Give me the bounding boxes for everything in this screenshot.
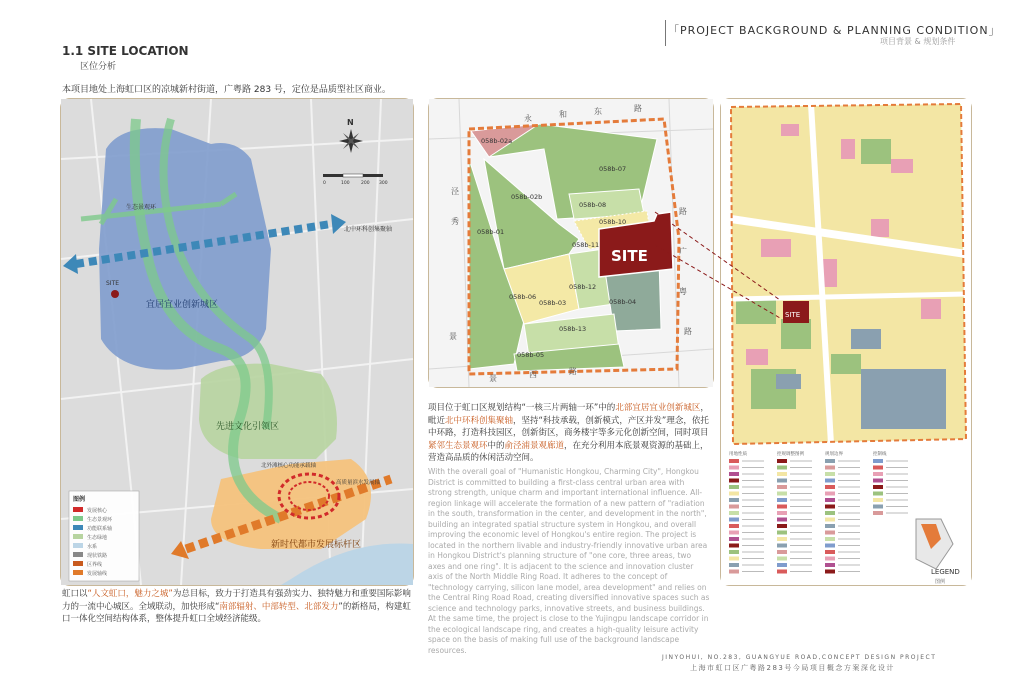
landuse-legend-group: 控制线	[873, 452, 887, 457]
parcel-label: 058b-01	[477, 228, 505, 236]
landuse-legend-text	[790, 519, 812, 520]
landuse-legend-text	[790, 480, 812, 481]
landuse-legend-text	[742, 526, 764, 527]
road-label: 广	[679, 247, 687, 256]
district-text: 为总目标，致力于打造具有强劲实力、独特魅力和重要国际影响力的一流中心城区。全域联动，加快形成“	[62, 589, 411, 612]
landuse-legend-text	[838, 519, 860, 520]
landuse-swatch	[825, 511, 835, 515]
header-title: 「PROJECT BACKGROUND & PLANNING CONDITION」	[668, 24, 1001, 37]
landuse-legend-text	[886, 493, 908, 494]
landuse-swatch	[777, 557, 787, 561]
scale-0: 0	[323, 181, 326, 186]
road-label: 路	[679, 207, 687, 216]
landuse-legend-text	[838, 487, 860, 488]
north-label: N	[347, 118, 354, 127]
landuse-legend-text	[742, 545, 764, 546]
landuse-legend-text	[838, 545, 860, 546]
landuse-swatch	[729, 550, 739, 554]
landuse-swatch	[729, 492, 739, 496]
legend-swatch	[73, 552, 83, 557]
site-marker	[111, 290, 119, 298]
footer-en: JINYOHUI, NO.283, GUANGYUE ROAD,CONCEPT DESIGN PROJECT	[662, 654, 937, 661]
landuse-swatch	[825, 537, 835, 541]
legend-item-label: 现状铁路	[87, 553, 108, 559]
landuse-legend-text	[838, 467, 860, 468]
legend-swatch	[73, 561, 83, 566]
north-axis-label: 北中环科创集聚轴	[344, 226, 393, 233]
landuse-swatch	[777, 505, 787, 509]
landuse-legend-text	[886, 513, 908, 514]
parcel-label: 058b-08	[579, 201, 607, 209]
landuse-legend-text	[886, 467, 908, 468]
landuse-swatch	[777, 524, 787, 528]
district-map	[61, 99, 413, 585]
culture-zone-label: 先进文化引领区	[216, 422, 280, 432]
landuse-legend-text	[838, 493, 860, 494]
landuse-legend-text	[742, 493, 764, 494]
desc-text: ，在充分利用本底景观资源的基础上，营造高品质的休闲活动空间。	[428, 440, 709, 463]
landuse-legend-text	[838, 571, 860, 572]
site-label: SITE	[106, 280, 120, 287]
road-label: 秀	[451, 217, 459, 226]
landuse-legend-text	[838, 461, 860, 462]
road-label: 和	[559, 110, 567, 119]
district-map-panel	[60, 98, 414, 586]
landuse-swatch	[777, 544, 787, 548]
landuse-legend-text	[742, 487, 764, 488]
parcel-label: 058b-10	[599, 218, 627, 226]
landuse-swatch	[729, 511, 739, 515]
landuse-legend-text	[742, 565, 764, 566]
zoom-connector	[640, 100, 810, 380]
landuse-swatch	[873, 505, 883, 509]
landuse-swatch	[777, 485, 787, 489]
legend-swatch	[73, 516, 83, 521]
section-title: 1.1 SITE LOCATION	[62, 44, 189, 58]
district-text: 虹口以	[62, 589, 88, 599]
landuse-legend-text	[742, 558, 764, 559]
landuse-legend-text	[742, 506, 764, 507]
legend-title: LEGEND	[931, 568, 960, 576]
scale-300: 300	[379, 181, 388, 186]
landuse-legend-text	[790, 526, 812, 527]
landuse-swatch	[825, 570, 835, 574]
project-description-zh	[428, 402, 710, 465]
landuse-swatch	[825, 518, 835, 522]
road-label: 永	[524, 114, 532, 123]
parcel-label: 058b-12	[569, 283, 597, 291]
landuse-swatch	[777, 479, 787, 483]
landuse-swatch	[825, 531, 835, 535]
legend-swatch	[73, 507, 83, 512]
landuse-swatch	[825, 544, 835, 548]
landuse-legend-text	[838, 565, 860, 566]
landuse-swatch	[825, 479, 835, 483]
landuse-legend-text	[790, 565, 812, 566]
landuse-swatch	[873, 498, 883, 502]
landuse-swatch	[873, 492, 883, 496]
landuse-legend-text	[742, 467, 764, 468]
road-label: 景	[449, 332, 457, 341]
parcel-label: 058b-11	[572, 241, 600, 249]
road-label: 路	[569, 367, 577, 376]
legend-item-label: 发展轴线	[87, 571, 108, 577]
landuse-swatch	[873, 459, 883, 463]
landuse-swatch	[777, 459, 787, 463]
eco-ring-label: 生态景观环	[126, 204, 157, 211]
legend-item-label: 生态绿地	[87, 535, 108, 541]
road-label: 东	[594, 107, 602, 116]
desc-highlight: 俞泾浦景观廊道	[504, 440, 565, 451]
dev-axis-label: 高质量滨水发展轴	[336, 480, 381, 486]
landuse-legend-text	[838, 474, 860, 475]
footer-zh: 上海市虹口区广粤路283号今局项目概念方案深化设计	[690, 664, 895, 672]
parcel-label: 058b-05	[517, 351, 545, 359]
landuse-legend-text	[790, 545, 812, 546]
district-text: ”的新格局，构建虹口一体化空间结构体系，整体提升虹口全域经济能级。	[62, 601, 411, 624]
landuse-swatch	[825, 466, 835, 470]
landuse-swatch	[825, 557, 835, 561]
parcel-label: 058b-02a	[481, 137, 513, 145]
landuse-swatch	[777, 492, 787, 496]
landuse-legend-text	[790, 571, 812, 572]
landuse-swatch	[777, 570, 787, 574]
landuse-swatch	[729, 537, 739, 541]
landuse-swatch	[729, 570, 739, 574]
landuse-swatch	[729, 563, 739, 567]
landuse-legend-group: 控规调整图例	[777, 452, 804, 457]
landuse-legend-text	[742, 571, 764, 572]
landuse-swatch	[825, 492, 835, 496]
landuse-swatch	[777, 518, 787, 522]
landuse-swatch	[729, 544, 739, 548]
road-label: 泾	[451, 187, 459, 196]
benchmark-zone-label: 新时代都市发展标杆区	[271, 540, 362, 550]
landuse-legend-text	[742, 532, 764, 533]
parcel-label: 058b-13	[559, 325, 587, 333]
legend-item-label: 发展核心	[87, 508, 108, 514]
landuse-swatch	[873, 472, 883, 476]
landuse-swatch	[777, 472, 787, 476]
legend-swatch	[73, 525, 83, 530]
landuse-swatch	[777, 511, 787, 515]
landuse-swatch	[729, 524, 739, 528]
landuse-legend-group: 规划边界	[825, 452, 843, 457]
legend-swatch	[73, 543, 83, 548]
landuse-legend-text	[790, 474, 812, 475]
legend-item-label: 生态景观环	[87, 517, 113, 523]
landuse-legend-text	[838, 526, 860, 527]
landuse-legend-text	[886, 480, 908, 481]
landuse-legend-text	[838, 506, 860, 507]
desc-highlight: 紧邻生态景观环	[428, 440, 488, 451]
landuse-swatch	[729, 479, 739, 483]
landuse-legend-text	[742, 552, 764, 553]
header-divider	[665, 20, 666, 46]
scale-200: 200	[361, 181, 370, 186]
landuse-swatch	[729, 531, 739, 535]
landuse-swatch	[825, 563, 835, 567]
scale-100: 100	[341, 181, 350, 186]
parcel-label: 058b-07	[599, 165, 627, 173]
parcel-label: 058b-02b	[511, 193, 543, 201]
map1-legend-title: 图例	[73, 496, 86, 503]
landuse-swatch	[729, 557, 739, 561]
legend-item-label: 水系	[87, 544, 98, 550]
landuse-swatch	[825, 524, 835, 528]
desc-text: 项目位于虹口区规划结构“一核三片两轴一环”中的	[428, 403, 616, 413]
landuse-swatch	[777, 550, 787, 554]
landuse-legend-text	[790, 532, 812, 533]
landuse-swatch	[825, 485, 835, 489]
landuse-legend-text	[838, 539, 860, 540]
landuse-swatch	[777, 537, 787, 541]
desc-text: ，坚持“科技承载，创新模式，产区并发”理念，依托中环路，打造科技园区，创新街区，商务楼宇等多元化创新空间，同时项目	[428, 415, 709, 438]
landuse-legend-text	[742, 539, 764, 540]
legend-swatch	[73, 570, 83, 575]
legend-item-label: 区界线	[87, 562, 103, 568]
landuse-swatch	[729, 518, 739, 522]
landuse-legend-text	[790, 493, 812, 494]
landuse-swatch	[777, 466, 787, 470]
landuse-swatch	[729, 459, 739, 463]
landuse-legend-text	[790, 539, 812, 540]
desc-text: ，毗近	[428, 403, 709, 426]
legend-swatch	[73, 534, 83, 539]
landuse-swatch	[729, 466, 739, 470]
waterfront-axis-label: 北外滩核心功能承载轴	[261, 463, 317, 469]
landuse-swatch	[777, 498, 787, 502]
landuse-swatch	[825, 498, 835, 502]
landuse-legend-group: 用地性质	[729, 452, 747, 457]
landuse-legend-text	[886, 474, 908, 475]
landuse-legend-text	[790, 558, 812, 559]
landuse-legend-text	[838, 552, 860, 553]
legend-item-label: 功能联系轴	[87, 526, 113, 532]
landuse-swatch	[873, 479, 883, 483]
district-description-zh	[62, 588, 412, 626]
landuse-legend-text	[886, 506, 908, 507]
landuse-swatch	[729, 505, 739, 509]
desc-highlight: 北部宜居宜业创新城区	[615, 403, 701, 413]
landuse-swatch	[873, 511, 883, 515]
road-label: 西	[529, 370, 537, 379]
parcel-label: 058b-04	[609, 298, 637, 306]
section-subtitle: 区位分析	[80, 62, 117, 72]
landuse-swatch	[825, 472, 835, 476]
landuse-legend-text	[742, 474, 764, 475]
road-label: 路	[684, 327, 692, 336]
landuse-legend-text	[742, 513, 764, 514]
landuse-legend-text	[790, 513, 812, 514]
site-small-label: SITE	[785, 311, 801, 319]
landuse-swatch	[873, 485, 883, 489]
landuse-legend-text	[886, 487, 908, 488]
landuse-legend-text	[838, 480, 860, 481]
landuse-legend-text	[886, 461, 908, 462]
landuse-legend-text	[790, 487, 812, 488]
district-highlight: 南部辐射、中部转型、北部发力	[219, 601, 339, 612]
landuse-legend-text	[790, 467, 812, 468]
project-description-en: With the overall goal of "Humanistic Hongkou, Charming City", Hongkou District is committed to building a first-class central urban area with strong strength, unique charm and important international influence. All-region linkage will accelerate the formation of a new pattern of "radiation in the south, transformation in the center, and development in the north", building an integrated spatial structure system in Hongkou, and overall improving the economic level of Hongkou's entire region. The project is located in the northern livable and industry-friendly innovative urban area in Hongkou District's planning structure of "one core, three areas, two axes and one ring". It is adjacent to the science and innovation cluster axis of the North Middle Ring Road. It adheres to the concept of "technology carrying, silicon lane model, area development" and relies on the Central Ring Road Road, creating diversified innovative spaces such as science and technology parks, innovative streets, and business buildings. At the same time, the project is close to the Yujingpu landscape corridor in the ecological landscape ring, and creates a high-quality leisure activity space on the basis of making full use of the background landscape resources.	[428, 467, 710, 655]
district-highlight: “人文虹口，魅力之城”	[87, 589, 173, 599]
road-label: 粤	[679, 287, 687, 296]
landuse-swatch	[825, 459, 835, 463]
intro-text: 本项目地处上海虹口区的凉城新村街道，广粤路 283 号，定位是品质型社区商业。	[62, 85, 391, 95]
landuse-legend-text	[742, 500, 764, 501]
innovation-zone-label: 宜居宜业创新城区	[146, 300, 219, 310]
road-label: 景	[489, 374, 497, 383]
road-label: 路	[634, 104, 642, 113]
landuse-swatch	[825, 550, 835, 554]
landuse-legend-text	[838, 558, 860, 559]
landuse-swatch	[873, 466, 883, 470]
landuse-swatch	[729, 498, 739, 502]
landuse-swatch	[777, 563, 787, 567]
landuse-legend-text	[838, 500, 860, 501]
parcel-label: 058b-06	[509, 293, 537, 301]
landuse-legend-text	[742, 461, 764, 462]
landuse-legend-text	[838, 513, 860, 514]
landuse-legend-text	[742, 519, 764, 520]
landuse-legend-text	[886, 500, 908, 501]
desc-text: 中的	[487, 440, 505, 451]
parcel-label: 058b-03	[539, 299, 567, 307]
landuse-swatch	[777, 531, 787, 535]
landuse-legend-text	[790, 461, 812, 462]
landuse-legend-text	[790, 552, 812, 553]
legend-subtitle: 图例	[935, 579, 946, 585]
landuse-legend-text	[790, 506, 812, 507]
landuse-swatch	[825, 505, 835, 509]
landuse-legend-text	[742, 480, 764, 481]
landuse-legend-text	[838, 532, 860, 533]
header-subtitle: 项目背景 & 规划条件	[880, 37, 956, 46]
site-parcel-label: SITE	[611, 247, 648, 265]
landuse-legend-text	[790, 500, 812, 501]
desc-highlight: 北中环科创集聚轴	[445, 415, 514, 426]
landuse-swatch	[729, 472, 739, 476]
landuse-swatch	[729, 485, 739, 489]
